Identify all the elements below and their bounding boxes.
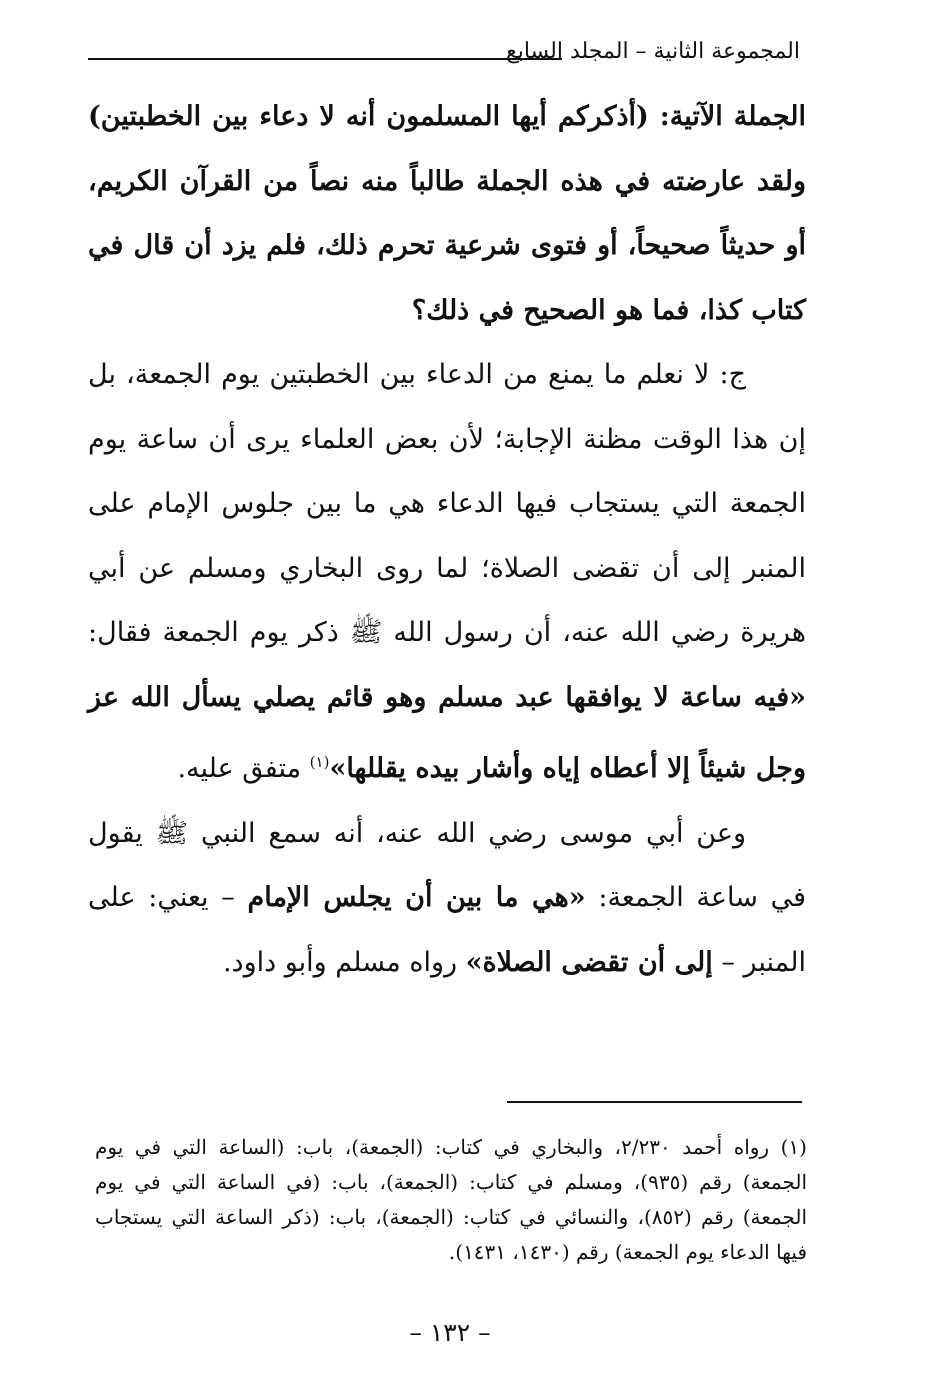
running-header xyxy=(88,32,800,72)
footnote-ref: (١) xyxy=(309,753,330,771)
hadith-quote-2b: إلى أن تقضى الصلاة» xyxy=(465,946,713,978)
page-number: – ١٣٢ – xyxy=(409,1318,491,1347)
answer-paragraph-1 xyxy=(88,343,806,802)
header-title: المجموعة الثانية – المجلد السابع xyxy=(506,39,800,64)
header-rule xyxy=(88,58,562,60)
answer-paragraph-2 xyxy=(88,802,806,996)
answer-text-end: متفق عليه. xyxy=(177,753,310,784)
hadith-quote-1: «فيه ساعة لا يوافقها عبد مسلم وهو قائم يصلي يسأل الله عز وجل شيئاً إلا أعطاه إياه وأشار بيده يقللها» xyxy=(88,681,806,784)
paragraph2-mid: – يعني: على المنبر – xyxy=(88,882,806,978)
footnote-rule xyxy=(507,1101,802,1103)
paragraph2-start: وعن أبي موسى رضي الله عنه، أنه سمع النبي ﷺ يقول في ساعة الجمعة: xyxy=(88,817,806,913)
answer-text: ج: لا نعلم ما يمنع من الدعاء بين الخطبتين يوم الجمعة، بل إن هذا الوقت مظنة الإجابة؛ لأن بعض العلماء يرى أن ساعة يوم الجمعة التي يستجاب فيها الدعاء هي ما بين جلوس الإمام على المنبر إلى أن تقضى الصلاة؛ لما روى البخاري ومسلم عن أبي هريرة رضي الله عنه، أن رسول الله ﷺ ذكر يوم الجمعة فقال: xyxy=(88,359,806,648)
main-text xyxy=(88,85,806,995)
footnote: (١) رواه أحمد ٢/٢٣٠، والبخاري في كتاب: (الجمعة)، باب: (الساعة التي في يوم الجمعة) رقم (٩٣٥)، ومسلم في كتاب: (الجمعة)، باب: (في الساعة التي في يوم الجمعة) رقم (٨٥٢)، والنسائي في كتاب: (الجمعة)، باب: (ذكر الساعة التي يستجاب فيها الدعاء يوم الجمعة) رقم (١٤٣٠، ١٤٣١). xyxy=(95,1135,808,1264)
question-paragraph: الجملة الآتية: (أذكركم أيها المسلمون أنه لا دعاء بين الخطبتين) ولقد عارضته في هذه الجملة طالباً منه نصاً من القرآن الكريم، أو حديثاً صحيحاً، أو فتوى شرعية تحرم ذلك، فلم يزد أن قال في كتاب كذا، فما هو الصحيح في ذلك؟ xyxy=(88,101,806,326)
paragraph2-end: رواه مسلم وأبو داود. xyxy=(222,946,466,978)
hadith-quote-2a: «هي ما بين أن يجلس الإمام xyxy=(247,882,586,913)
